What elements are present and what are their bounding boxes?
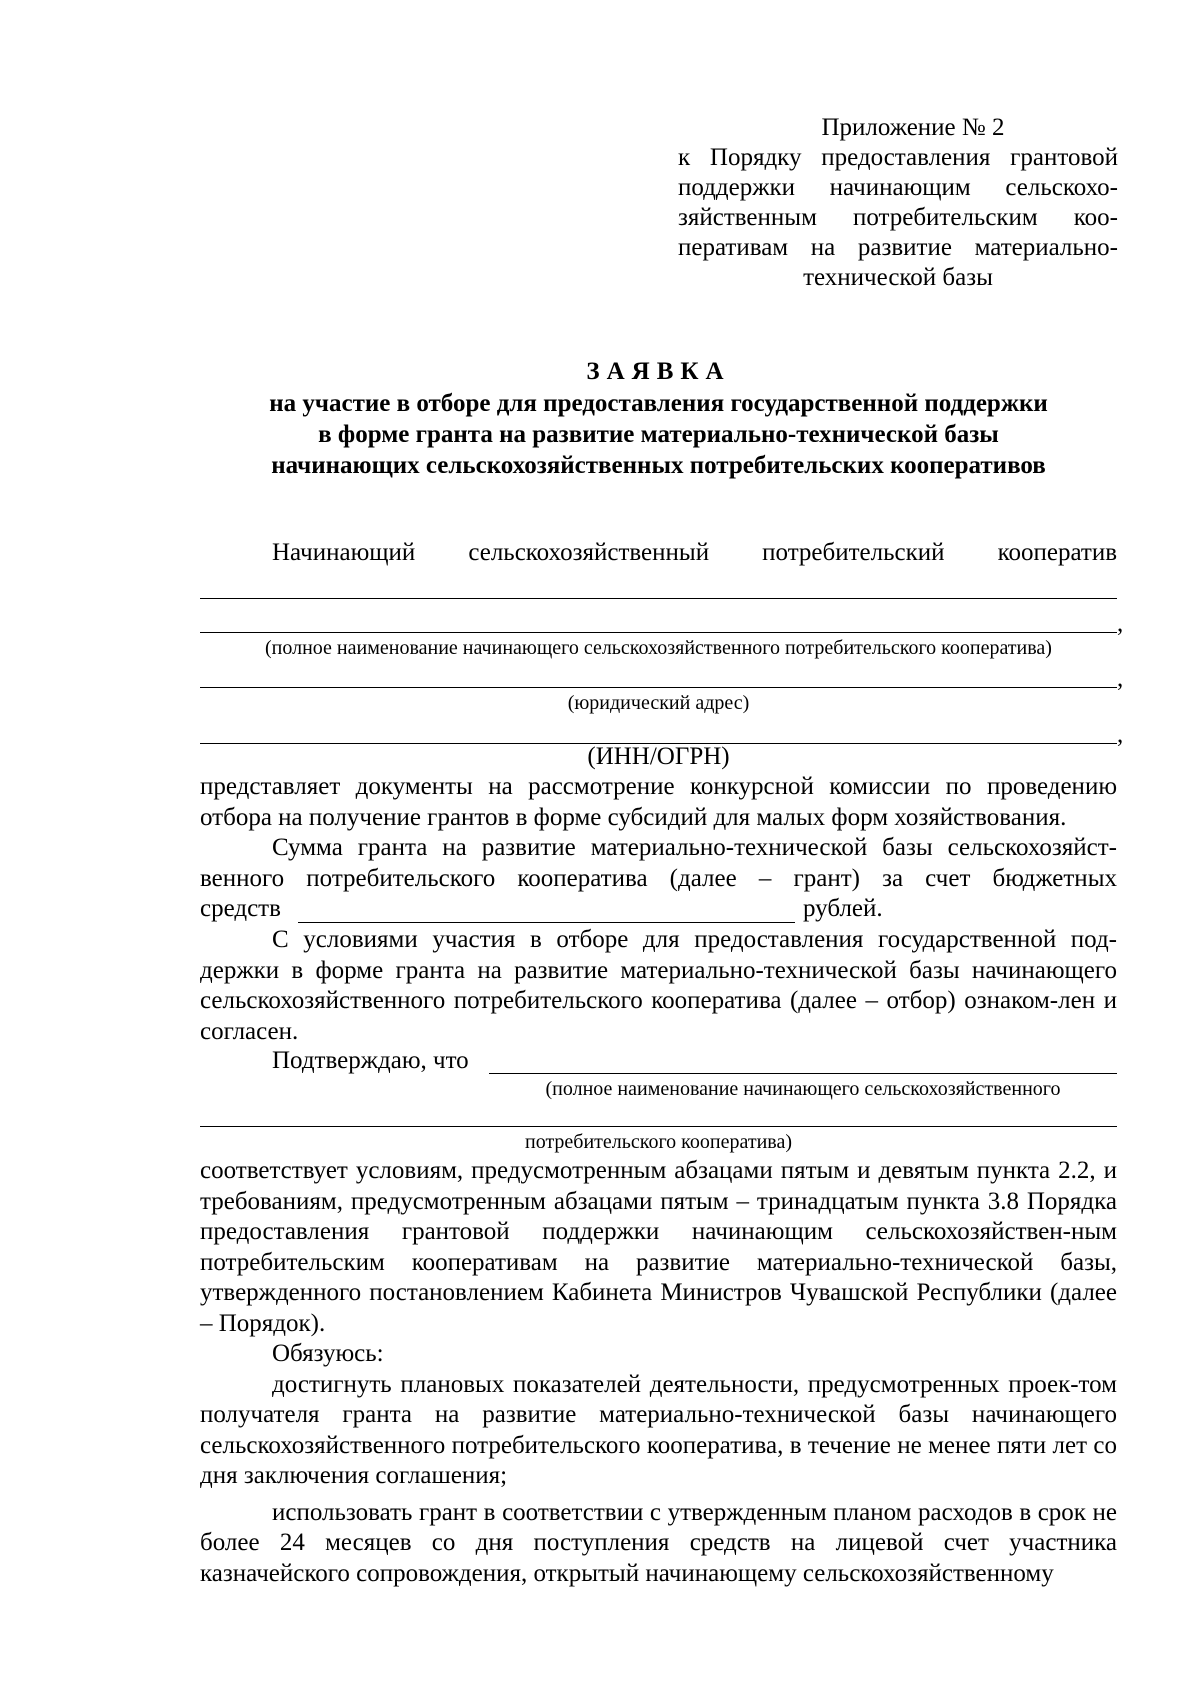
text-line: Сумма гранта на развитие материально-технической базы сельскохозяйст- bbox=[272, 834, 1117, 861]
title-line: начинающих сельскохозяйственных потребительских кооперативов bbox=[271, 452, 1046, 479]
caption-legal-address: (юридический адрес) bbox=[567, 692, 750, 714]
blank-field-name-1[interactable] bbox=[200, 598, 1117, 599]
blank-field-confirm-name-2[interactable] bbox=[200, 1126, 1117, 1127]
blank-field-legal-address[interactable] bbox=[200, 687, 1117, 688]
paragraph-text: С условиями участия в отборе для предоставления государственной под-держки в форме гранта на развитие материально-технической базы начинающего сельскохозяйственного потребительского кооператива (далее – отбор) ознаком-лен и согласен. bbox=[200, 926, 1117, 1045]
appendix-line: перативам на развитие материально- bbox=[678, 234, 1118, 261]
caption-confirm-name-2: потребительского кооператива) bbox=[525, 1131, 792, 1153]
paragraph-text: Обязуюсь: bbox=[272, 1340, 384, 1367]
title-main: ЗАЯВКА bbox=[586, 358, 731, 385]
comma: , bbox=[1117, 665, 1124, 692]
appendix-block bbox=[678, 113, 1118, 293]
text-line: венного потребительского кооператива (далее – грант) за счет бюджетных bbox=[200, 864, 1117, 892]
caption-full-name: (полное наименование начинающего сельскохозяйственного потребительского кооператива) bbox=[265, 637, 1052, 659]
appendix-title: Приложение № 2 bbox=[821, 114, 1005, 141]
title-line: на участие в отборе для предоставления государственной поддержки bbox=[269, 390, 1048, 417]
paragraph-compliance bbox=[200, 1156, 1117, 1589]
comma: , bbox=[1117, 610, 1124, 637]
text-line: представляет документы на рассмотрение конкурсной комиссии по проведению bbox=[200, 773, 1117, 800]
appendix-line: технической базы bbox=[803, 264, 993, 291]
appendix-line: к Порядку предоставления грантовой bbox=[678, 144, 1118, 171]
paragraph-text: соответствует условиям, предусмотренным абзацами пятым и девятым пункта 2.2, и требованиям, предусмотренным абзацами пятым – тринадцатым пункта 3.8 Порядка предоставления грантовой поддержки начинающим сельскохозяйствен-ным потребительским кооперативам на развитие материально-технической базы, утвержденного постановлением Кабинета Министров Чувашской Республики (далее – Порядок). bbox=[200, 1157, 1117, 1337]
blank-field-confirm-name-1[interactable] bbox=[489, 1073, 1117, 1074]
document-title bbox=[200, 356, 1117, 481]
caption-confirm-name-1: (полное наименование начинающего сельскохозяйственного bbox=[545, 1078, 1061, 1100]
blank-field-grant-sum[interactable] bbox=[298, 922, 795, 923]
grant-sum-end: рублей. bbox=[803, 895, 883, 922]
grant-sum-start: средств bbox=[200, 895, 281, 922]
paragraph-text: использовать грант в соответствии с утвержденным планом расходов в срок не более 24 месяцев со дня поступления средств на лицевой счет участника казначейского сопровождения, открытый начинающему сельскохозяйственному bbox=[200, 1498, 1117, 1587]
title-line: в форме гранта на развитие материально-технической базы bbox=[318, 421, 999, 448]
paragraph-text: достигнуть плановых показателей деятельности, предусмотренных проек-том получателя гранта на развитие материально-технической базы начинающего сельскохозяйственного потребительского кооператива, в течение не менее пяти лет со дня заключения соглашения; bbox=[200, 1370, 1117, 1489]
paragraph-presents bbox=[200, 772, 1117, 894]
caption-inn-ogrn: (ИНН/ОГРН) bbox=[587, 743, 730, 770]
appendix-line: поддержки начинающим сельскохо- bbox=[678, 174, 1118, 201]
comma: , bbox=[1117, 721, 1124, 748]
intro-line: Начинающий сельскохозяйственный потребительский кооператив bbox=[272, 539, 1117, 566]
confirm-start: Подтверждаю, что bbox=[272, 1047, 469, 1074]
appendix-line: зяйственным потребительским коо- bbox=[678, 204, 1118, 231]
paragraph-conditions bbox=[200, 925, 1117, 1047]
blank-field-name-2[interactable] bbox=[200, 632, 1117, 633]
text-line: отбора на получение грантов в форме субсидий для малых форм хозяйствования. bbox=[200, 803, 1067, 831]
